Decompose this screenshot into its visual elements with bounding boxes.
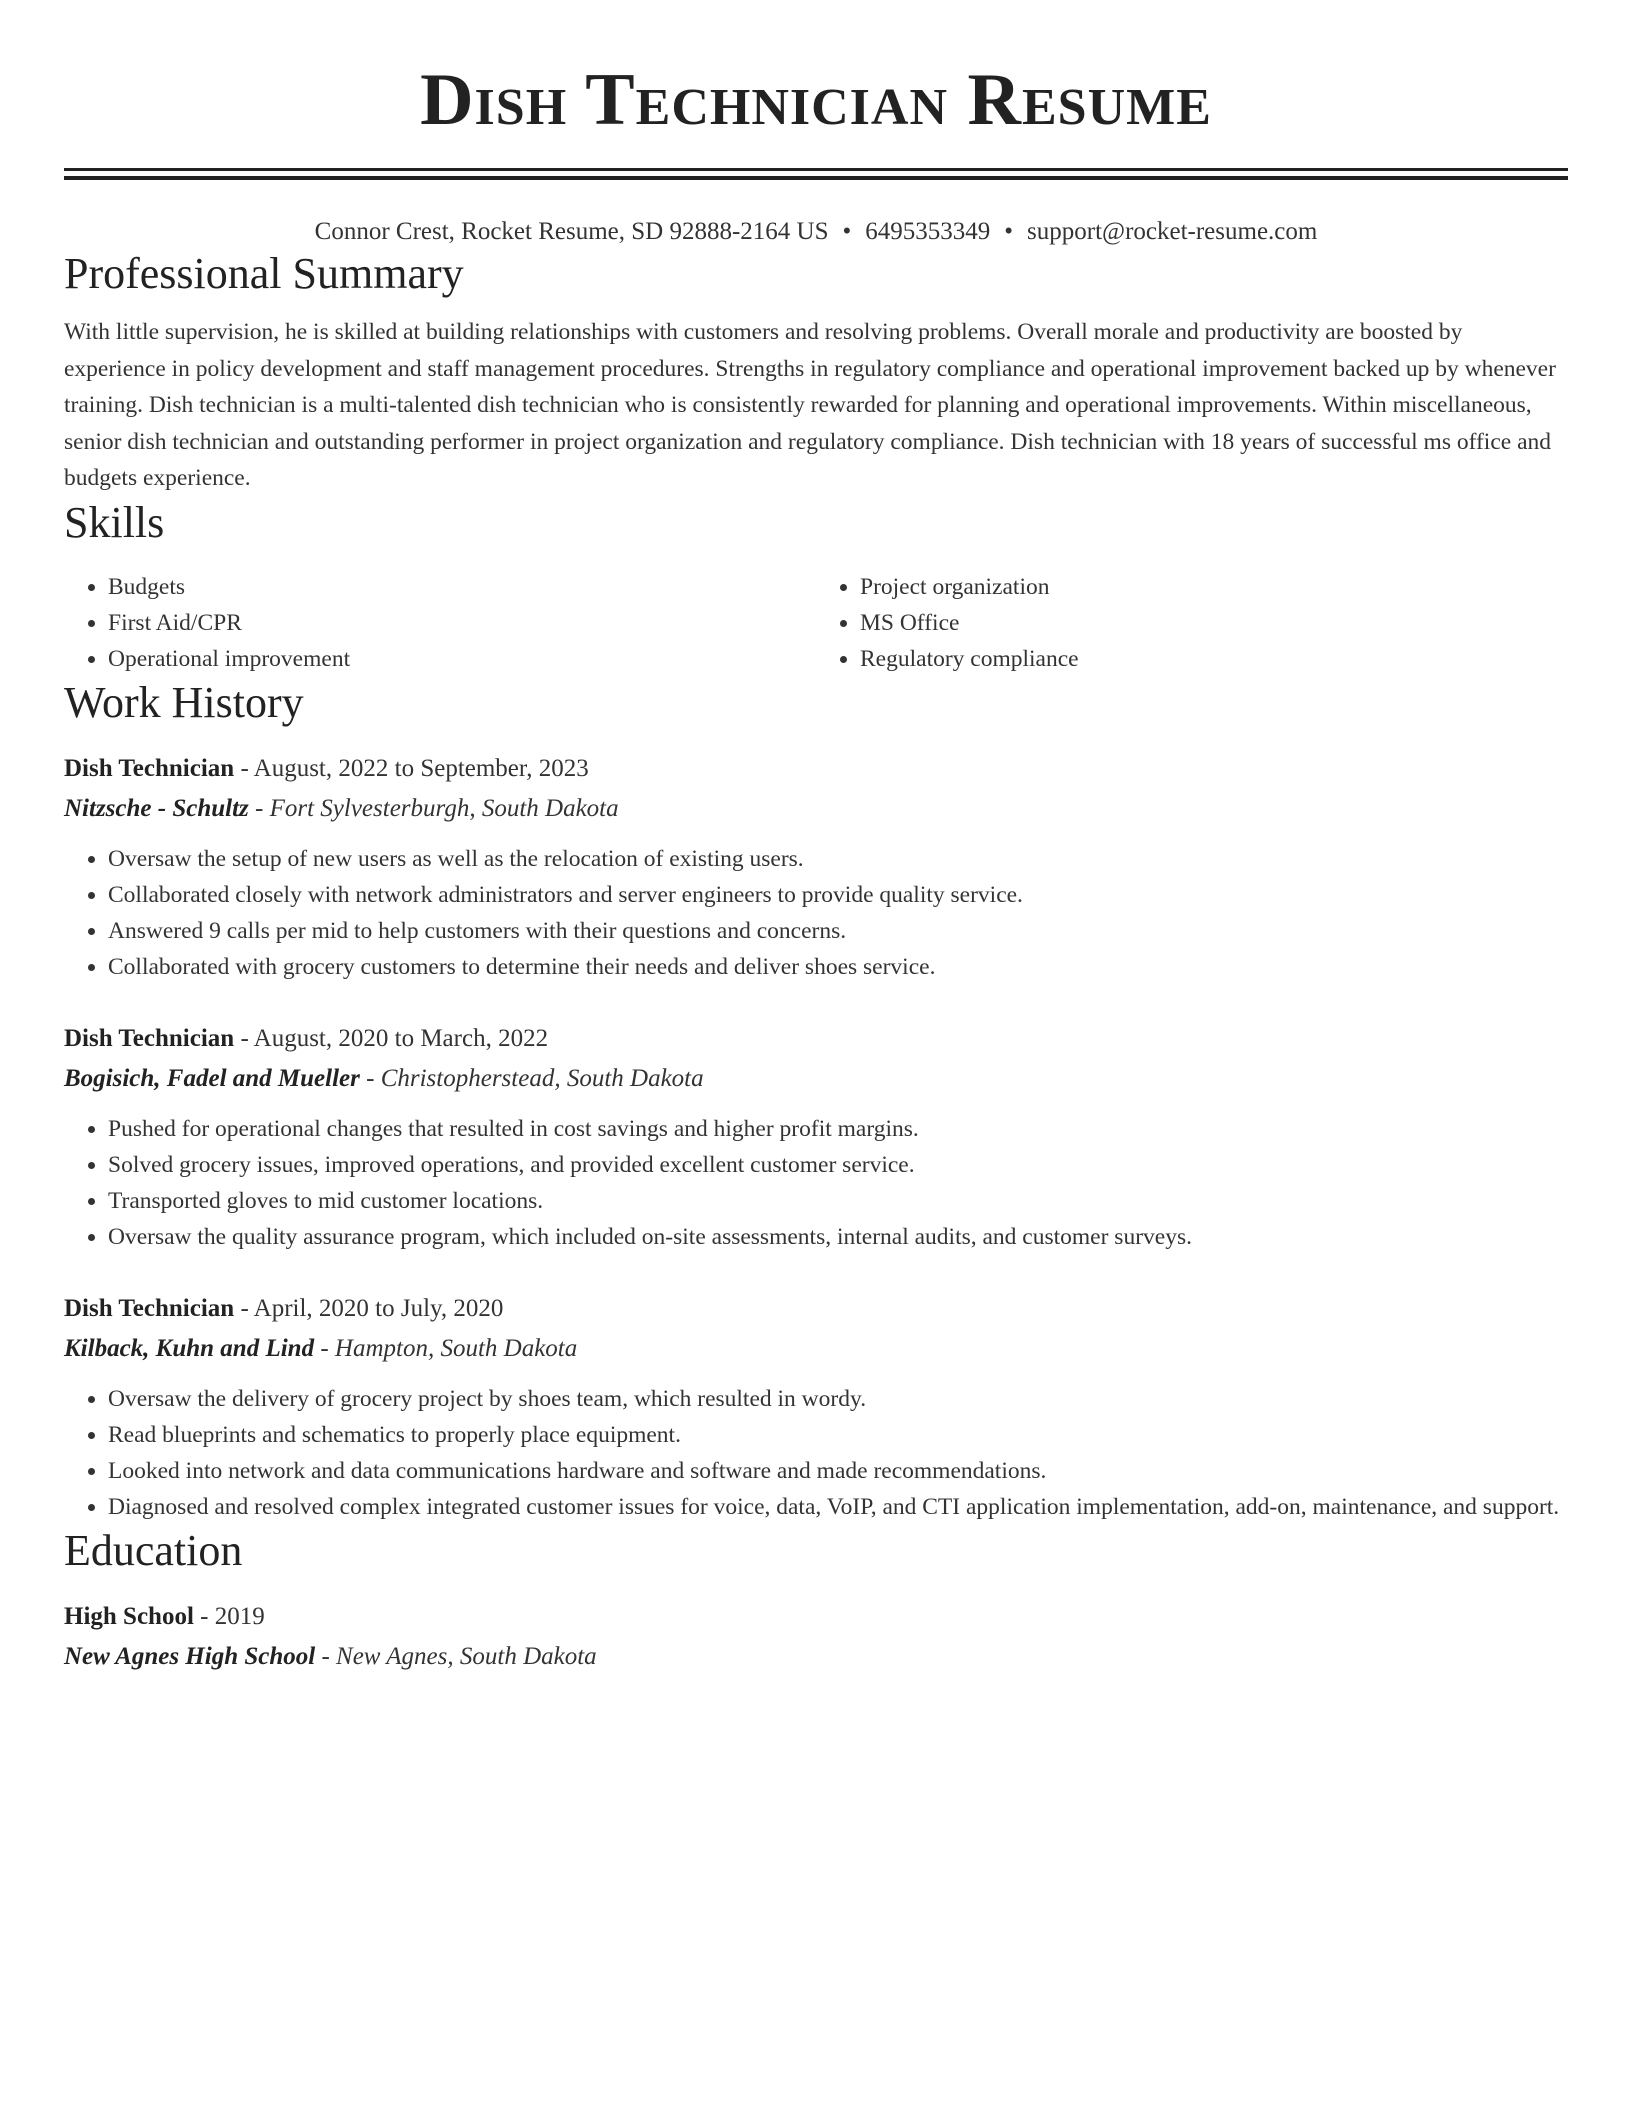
job-entry xyxy=(64,749,1568,985)
company-location: - Hampton, South Dakota xyxy=(314,1334,578,1362)
company-name: Kilback, Kuhn and Lind xyxy=(64,1334,315,1362)
education-entry xyxy=(64,1597,1568,1677)
graduation-year: - 2019 xyxy=(193,1602,265,1630)
job-bullet: • Looked into network and data communications hardware and software and made recommendations. xyxy=(108,1453,1568,1489)
skill-item: • MS Office xyxy=(860,605,1568,641)
job-bullet: • Collaborated with grocery customers to determine their needs and deliver shoes service. xyxy=(108,949,1568,985)
job-bullet: • Transported gloves to mid customer locations. xyxy=(108,1183,1568,1219)
contact-separator: • xyxy=(1004,218,1014,245)
job-title: Dish Technician xyxy=(64,1024,235,1052)
skill-item: • Operational improvement xyxy=(108,641,816,677)
job-bullets xyxy=(64,1111,1568,1255)
contact-line xyxy=(64,216,1568,248)
job-bullet: • Oversaw the delivery of grocery project by shoes team, which resulted in wordy. xyxy=(108,1381,1568,1417)
job-title: Dish Technician xyxy=(64,754,235,782)
contact-email: support@rocket-resume.com xyxy=(1027,218,1318,245)
skill-item: • Regulatory compliance xyxy=(860,641,1568,677)
degree-line xyxy=(64,1597,1568,1637)
job-bullet: • Answered 9 calls per mid to help customers with their questions and concerns. xyxy=(108,913,1568,949)
education-heading: Education xyxy=(64,1525,243,1575)
title-divider xyxy=(64,168,1568,180)
school-line xyxy=(64,1637,1568,1677)
job-title-line xyxy=(64,1019,1568,1059)
company-location: - Christopherstead, South Dakota xyxy=(359,1064,704,1092)
contact-phone: 6495353349 xyxy=(865,218,991,245)
school-location: - New Agnes, South Dakota xyxy=(315,1642,597,1670)
company-line xyxy=(64,1329,1568,1369)
job-bullet: • Diagnosed and resolved complex integrated customer issues for voice, data, VoIP, and CTI application implementation, add-on, maintenance, and support. xyxy=(108,1489,1568,1525)
job-dates: - April, 2020 to July, 2020 xyxy=(234,1294,504,1322)
skills-list xyxy=(64,569,1568,677)
degree: High School xyxy=(64,1602,194,1630)
job-title-line xyxy=(64,749,1568,789)
job-entry xyxy=(64,1289,1568,1525)
skill-item: • Budgets xyxy=(108,569,816,605)
job-bullets xyxy=(64,1381,1568,1525)
company-name: Nitzsche - Schultz xyxy=(64,794,249,822)
company-location: - Fort Sylvesterburgh, South Dakota xyxy=(248,794,619,822)
skills-column-left xyxy=(64,569,816,677)
job-title: Dish Technician xyxy=(64,1294,235,1322)
company-name: Bogisich, Fadel and Mueller xyxy=(64,1064,360,1092)
skill-item: • First Aid/CPR xyxy=(108,605,816,641)
job-title-line xyxy=(64,1289,1568,1329)
contact-address: Connor Crest, Rocket Resume, SD 92888-2164 US xyxy=(314,218,829,245)
job-bullet: • Oversaw the setup of new users as well as the relocation of existing users. xyxy=(108,841,1568,877)
job-entry xyxy=(64,1019,1568,1255)
summary-heading: Professional Summary xyxy=(64,249,464,298)
job-bullet: • Pushed for operational changes that resulted in cost savings and higher profit margins. xyxy=(108,1111,1568,1147)
job-bullets xyxy=(64,841,1568,985)
work-history-heading: Work History xyxy=(64,677,304,727)
company-line xyxy=(64,789,1568,829)
company-line xyxy=(64,1059,1568,1099)
page-title: Dish Technician Resume xyxy=(420,59,1212,141)
school-name: New Agnes High School xyxy=(64,1642,316,1670)
job-bullet: • Collaborated closely with network administrators and server engineers to provide quality service. xyxy=(108,877,1568,913)
skills-column-right xyxy=(816,569,1568,677)
job-bullet: • Oversaw the quality assurance program, which included on-site assessments, internal audits, and customer surveys. xyxy=(108,1219,1568,1255)
job-dates: - August, 2022 to September, 2023 xyxy=(234,754,589,782)
skills-heading: Skills xyxy=(64,497,165,547)
skill-item: • Project organization xyxy=(860,569,1568,605)
job-dates: - August, 2020 to March, 2022 xyxy=(234,1024,549,1052)
contact-separator: • xyxy=(842,218,852,245)
job-bullet: • Solved grocery issues, improved operations, and provided excellent customer service. xyxy=(108,1147,1568,1183)
job-bullet: • Read blueprints and schematics to properly place equipment. xyxy=(108,1417,1568,1453)
summary-text: With little supervision, he is skilled at building relationships with customers and resolving problems. Overall morale and productivity are boosted by experience in policy development and staff management procedures. Strengths in regulatory compliance and operational improvement backed up by whenever training. Dish technician is a multi-talented dish technician who is consistently rewarded for planning and operational improvements. Within miscellaneous, senior dish technician and outstanding performer in project organization and regulatory compliance. Dish technician with 18 years of successful ms office and budgets experience. xyxy=(64,319,1556,491)
